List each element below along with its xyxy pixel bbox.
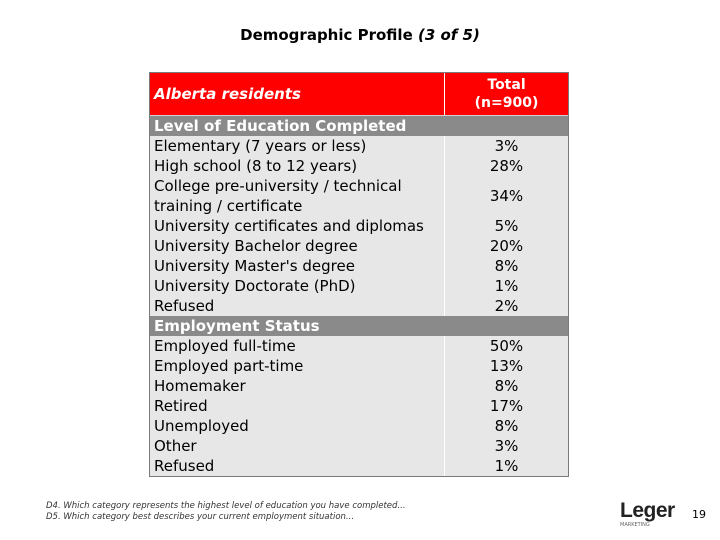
- table-row: [150, 376, 568, 396]
- row-value: 13%: [444, 356, 568, 376]
- row-value: 1%: [444, 276, 568, 296]
- section-header-education: Level of Education Completed: [150, 116, 568, 136]
- row-label: University Doctorate (PhD): [154, 277, 356, 295]
- footnote-d5: D5. Which category best describes your current employment situation...: [46, 512, 355, 522]
- row-value: 8%: [444, 416, 568, 436]
- row-label: Employed part-time: [154, 357, 304, 375]
- table-row: [150, 276, 568, 296]
- page-number: 19: [692, 508, 706, 521]
- table-row: [150, 356, 568, 376]
- table-row: [150, 336, 568, 356]
- total-n: (n=900): [474, 95, 539, 111]
- table-row: [150, 296, 568, 316]
- row-label: Homemaker: [154, 377, 246, 395]
- row-label: Unemployed: [154, 417, 249, 435]
- footnotes: [46, 501, 406, 523]
- demographic-table: [149, 72, 569, 477]
- row-value: 20%: [444, 236, 568, 256]
- page-title-main: Demographic Profile: [240, 26, 413, 44]
- table-row: [150, 176, 568, 216]
- row-label: Elementary (7 years or less): [154, 137, 367, 155]
- row-label: Retired: [154, 397, 208, 415]
- table-header-total: [444, 73, 568, 115]
- row-value: 28%: [444, 156, 568, 176]
- table-row: [150, 136, 568, 156]
- row-label: Refused: [154, 457, 215, 475]
- table-header: [150, 73, 568, 116]
- row-value: 2%: [444, 296, 568, 316]
- table-header-label: Alberta residents: [154, 85, 301, 103]
- row-label: College pre-university / technical training / certificate: [154, 177, 402, 215]
- row-value: 8%: [444, 256, 568, 276]
- row-label: University Bachelor degree: [154, 237, 358, 255]
- table-row: [150, 456, 568, 476]
- row-value: 50%: [444, 336, 568, 356]
- row-label: University certificates and diplomas: [154, 217, 424, 235]
- row-value: 1%: [444, 456, 568, 476]
- leger-logo: [620, 500, 680, 534]
- footnote-d4: D4. Which category represents the highest level of education you have completed...: [46, 501, 406, 511]
- page-title: [0, 26, 720, 44]
- logo-tagline: MARKETING: [620, 522, 650, 528]
- row-value: 5%: [444, 216, 568, 236]
- total-label: Total: [487, 77, 526, 93]
- table-row: [150, 396, 568, 416]
- row-value: 8%: [444, 376, 568, 396]
- table-row: [150, 156, 568, 176]
- row-value: 17%: [444, 396, 568, 416]
- logo-wordmark: Leger: [620, 499, 675, 522]
- table-row: [150, 216, 568, 236]
- row-label: High school (8 to 12 years): [154, 157, 358, 175]
- section-header-employment: Employment Status: [150, 316, 568, 336]
- table-row: [150, 416, 568, 436]
- row-label: Refused: [154, 297, 215, 315]
- row-label: Other: [154, 437, 197, 455]
- row-label: University Master's degree: [154, 257, 355, 275]
- row-value: 34%: [444, 176, 568, 216]
- table-row: [150, 236, 568, 256]
- row-value: 3%: [444, 436, 568, 456]
- table-row: [150, 436, 568, 456]
- page-title-sub: (3 of 5): [417, 26, 480, 44]
- row-label: Employed full-time: [154, 337, 296, 355]
- row-value: 3%: [444, 136, 568, 156]
- table-row: [150, 256, 568, 276]
